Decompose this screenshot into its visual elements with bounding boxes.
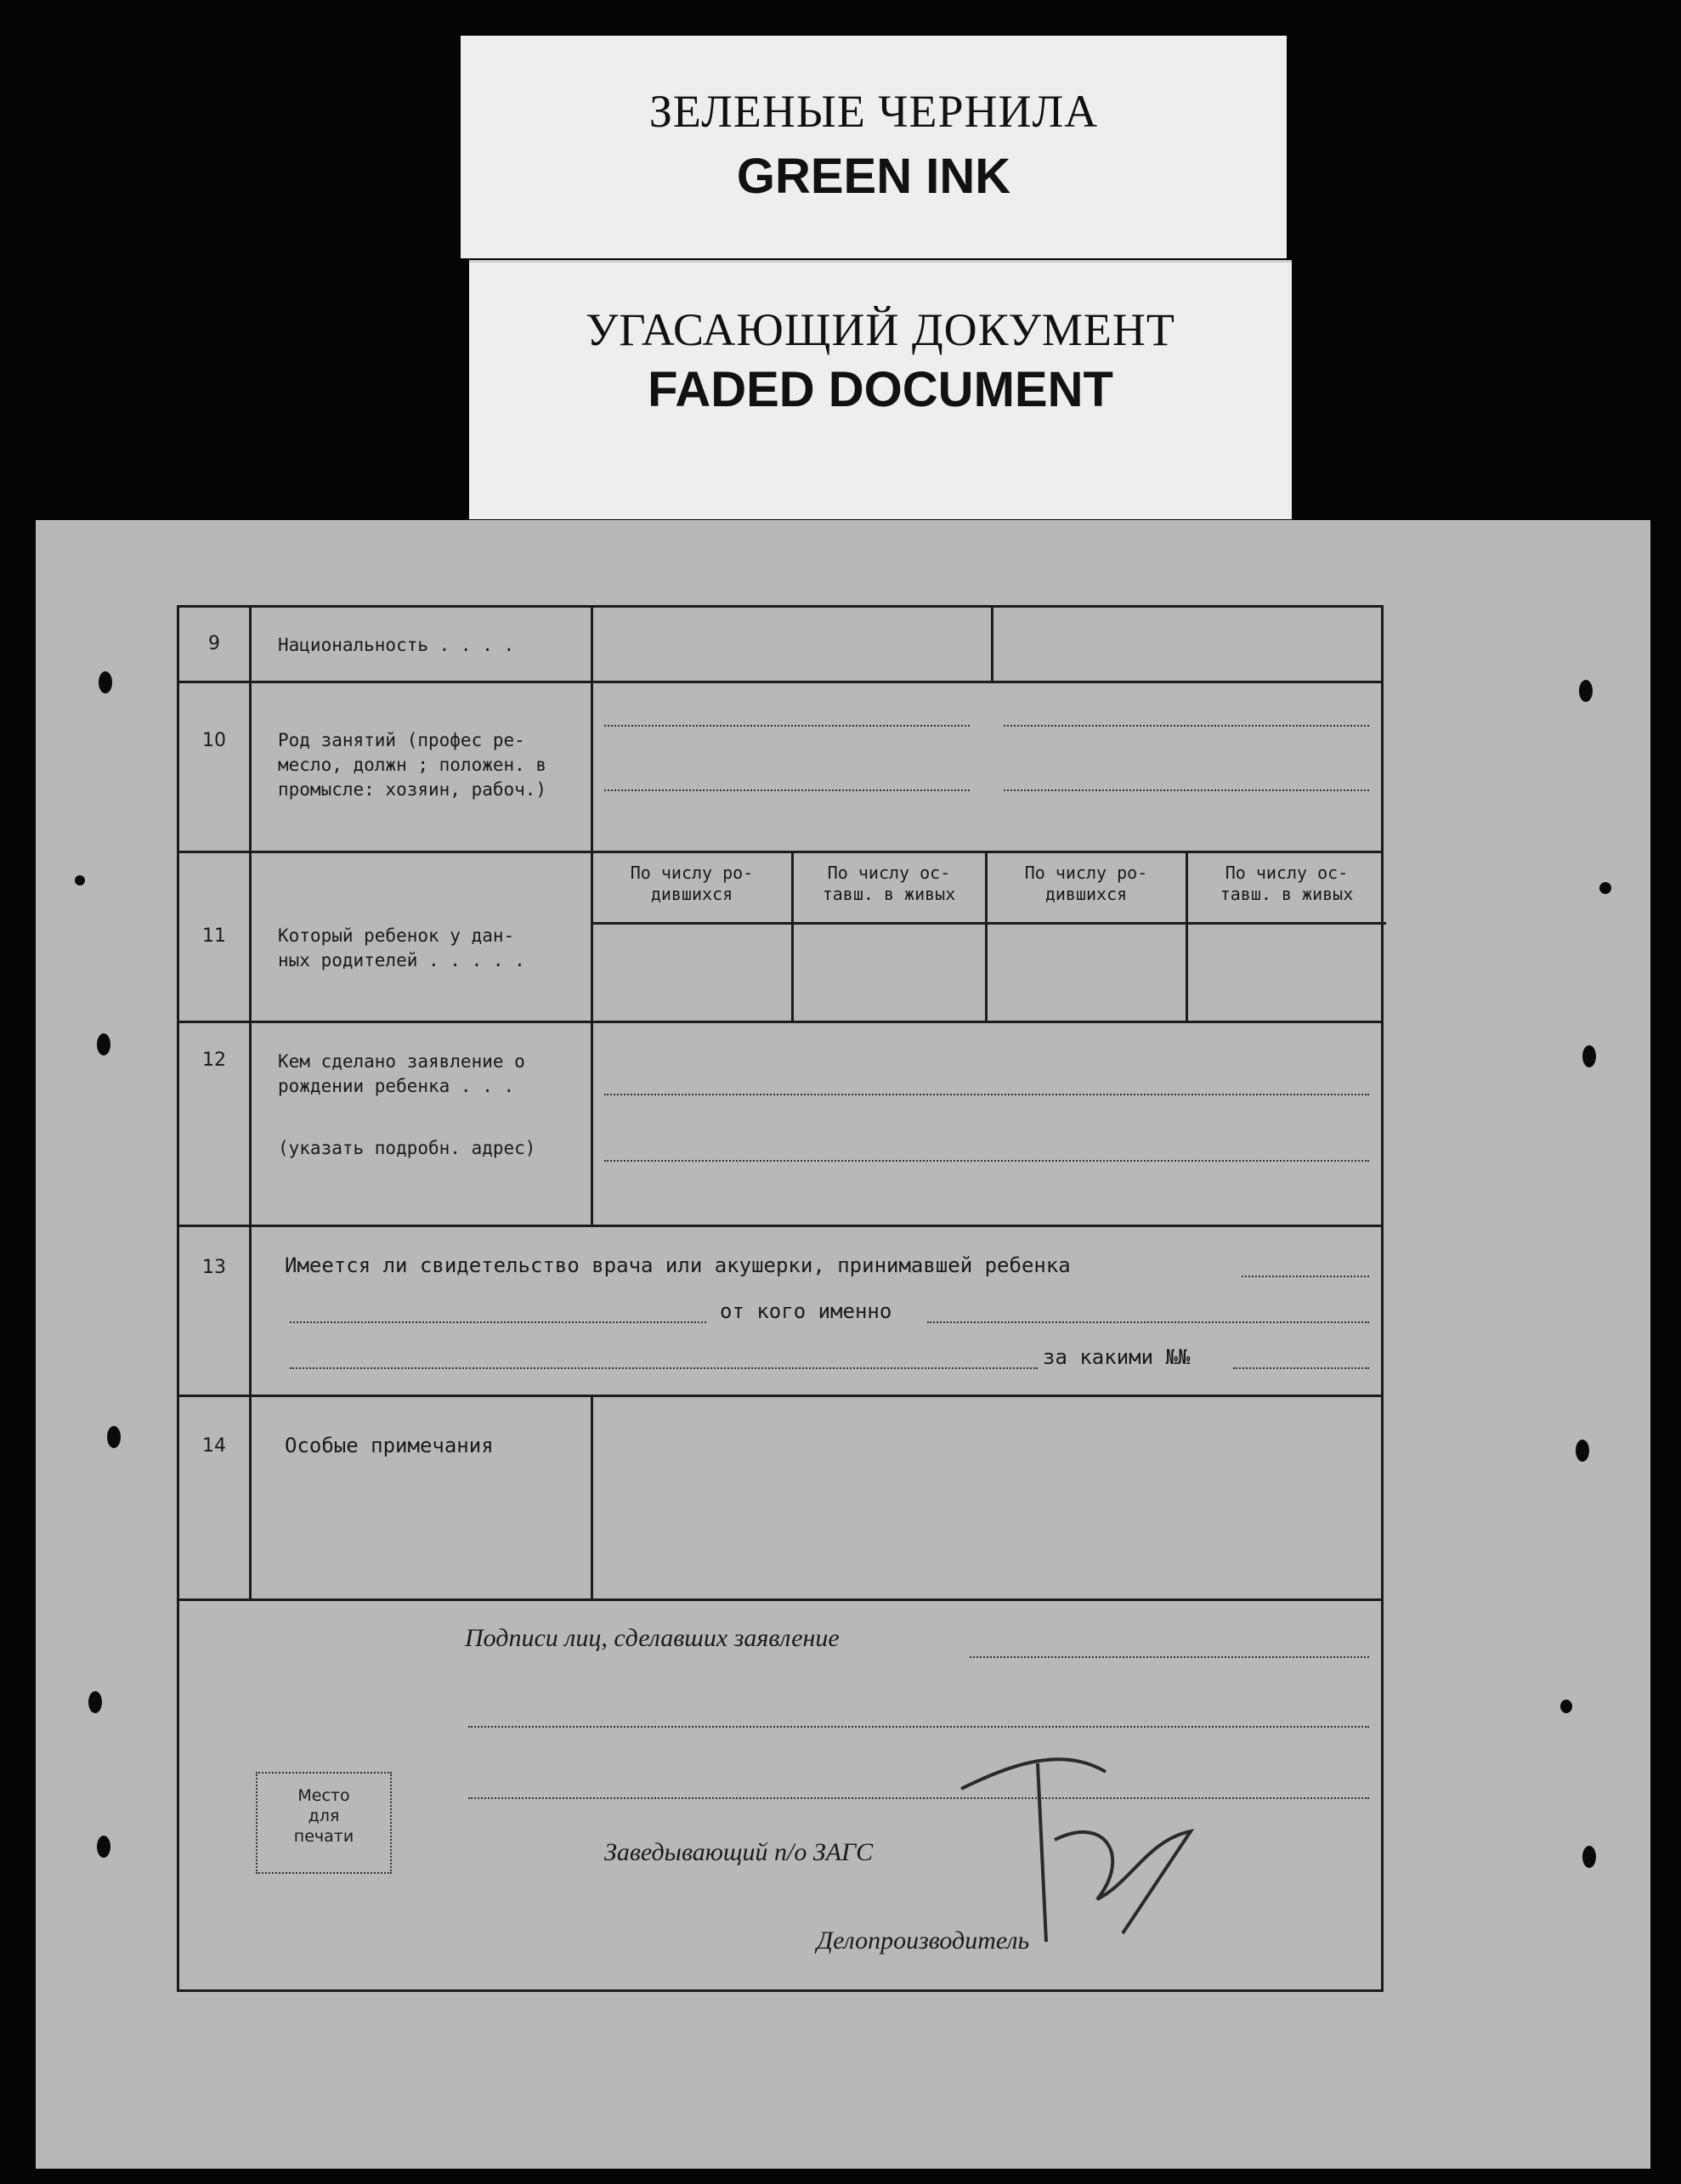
column-divider xyxy=(249,1225,252,1395)
column-divider xyxy=(249,1021,252,1225)
registry-head-label: Заведывающий п/о ЗАГС xyxy=(604,1838,874,1866)
punch-hole xyxy=(1576,1440,1589,1462)
row-occupation xyxy=(179,681,1381,853)
column-divider xyxy=(249,681,252,851)
faded-document-en: FADED DOCUMENT xyxy=(648,362,1113,417)
address-field[interactable] xyxy=(604,1160,1369,1162)
address-label: (указать подробн. адрес) xyxy=(278,1138,536,1158)
column-divider xyxy=(591,681,593,851)
punch-hole xyxy=(1582,1045,1596,1067)
row-certificate xyxy=(179,1225,1381,1397)
born-count-header: По числу ро- дившихся xyxy=(630,863,754,904)
numbers-field[interactable] xyxy=(290,1367,1038,1369)
declarant-field[interactable] xyxy=(604,1094,1369,1095)
signature-stroke xyxy=(961,1759,1191,1942)
punch-hole xyxy=(1560,1700,1572,1713)
signature-field[interactable] xyxy=(970,1656,1369,1658)
occupation-field[interactable] xyxy=(604,725,970,727)
punch-hole xyxy=(1599,882,1611,894)
row-number: 14 xyxy=(202,1435,226,1457)
occupation-field[interactable] xyxy=(604,789,970,791)
column-divider xyxy=(249,851,252,1021)
faded-document-label xyxy=(469,260,1292,519)
numbers-label: за какими №№ xyxy=(1043,1345,1191,1369)
from-whom-field[interactable] xyxy=(927,1321,1369,1323)
born-count-header: По числу ро- дившихся xyxy=(1024,863,1148,904)
punch-hole xyxy=(107,1426,121,1448)
nationality-label: Национальность . . . . xyxy=(278,635,515,655)
child-order-label: Который ребенок у дан- ных родителей . . . . . xyxy=(278,925,525,970)
occupation-field[interactable] xyxy=(1004,789,1369,791)
green-ink-label xyxy=(461,36,1287,258)
numbers-field[interactable] xyxy=(1233,1367,1369,1369)
green-ink-ru: ЗЕЛЕНЫЕ ЧЕРНИЛА xyxy=(648,86,1099,137)
punch-hole xyxy=(97,1033,110,1055)
punch-hole xyxy=(1582,1846,1596,1868)
signatures-label: Подписи лиц, сделавших заявление xyxy=(465,1624,840,1652)
occupation-label: Род занятий (профес ре- месло, должн ; положен. в промысле: хозяин, рабоч.) xyxy=(278,730,547,800)
row-nationality xyxy=(179,608,1381,683)
row-number: 11 xyxy=(202,925,226,947)
column-divider xyxy=(591,1395,593,1598)
row-child-order xyxy=(179,851,1381,1023)
clerk-label: Делопроизводитель xyxy=(817,1927,1030,1955)
handwritten-signature xyxy=(910,1712,1250,1984)
certificate-question: Имеется ли свидетельство врача или акушерки, принимавшей ребенка xyxy=(285,1253,1071,1277)
declarant-label: Кем сделано заявление о рождении ребенка . . . xyxy=(278,1051,525,1096)
punch-hole xyxy=(88,1691,102,1713)
certificate-field[interactable] xyxy=(1242,1276,1369,1277)
living-count-header: По числу ос- тавш. в живых xyxy=(1220,863,1354,904)
certificate-field[interactable] xyxy=(290,1321,706,1323)
stamp-area: Место для печати xyxy=(256,1772,392,1874)
column-divider xyxy=(591,1021,593,1225)
row-number: 12 xyxy=(202,1050,226,1071)
row-number: 9 xyxy=(208,633,220,654)
column-divider xyxy=(249,608,252,681)
birth-record-form xyxy=(177,605,1384,1992)
occupation-field[interactable] xyxy=(1004,725,1369,727)
punch-hole xyxy=(99,671,112,693)
from-whom-label: от кого именно xyxy=(720,1299,892,1323)
subheader-divider xyxy=(591,922,1386,925)
punch-hole xyxy=(75,875,85,885)
faded-document-ru: УГАСАЮЩИЙ ДОКУМЕНТ xyxy=(586,304,1175,355)
column-divider xyxy=(991,608,993,681)
row-declarant xyxy=(179,1021,1381,1227)
punch-hole xyxy=(1579,680,1593,702)
living-count-header: По числу ос- тавш. в живых xyxy=(822,863,956,904)
row-number: 10 xyxy=(202,730,226,751)
column-divider xyxy=(249,1395,252,1598)
row-number: 13 xyxy=(202,1257,226,1278)
remarks-label: Особые примечания xyxy=(285,1434,494,1457)
column-divider xyxy=(591,608,593,681)
punch-hole xyxy=(97,1836,110,1858)
row-remarks xyxy=(179,1395,1381,1601)
green-ink-en: GREEN INK xyxy=(736,149,1011,204)
